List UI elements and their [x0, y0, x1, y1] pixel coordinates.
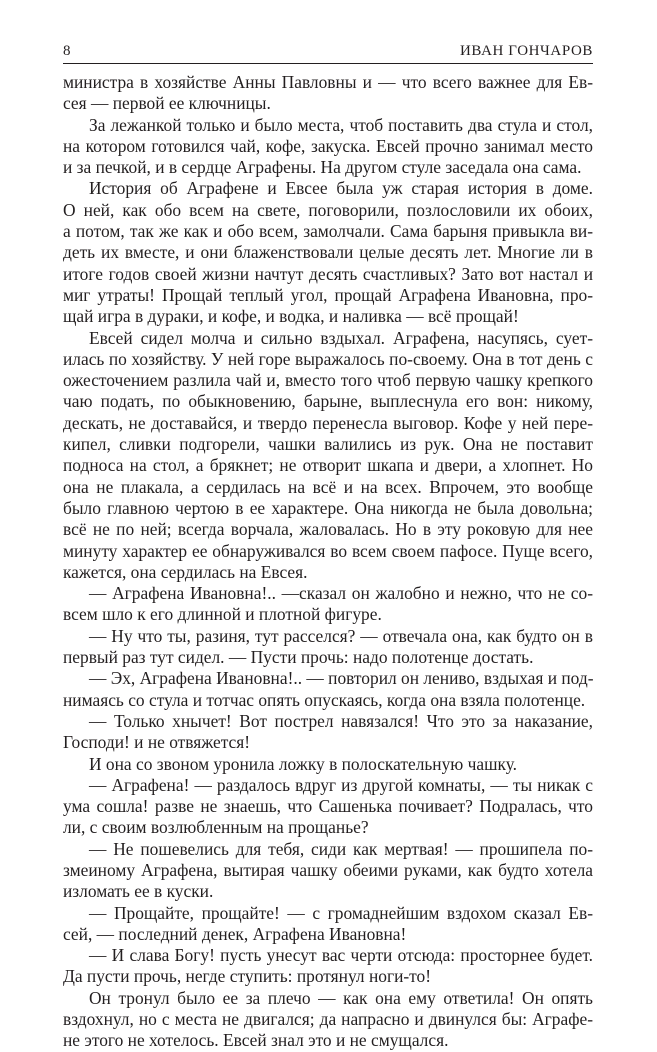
text-line: — Эх, Аграфена Ивановна!.. — повторил он лениво, вздыхая и под- [89, 668, 594, 689]
text-line: О ней, как обо всем на свете, поговорили, позлословили их обоих, [63, 199, 593, 220]
text-line: всё не по ней; всегда ворчала, жаловалась. Но в эту роковую для нее [63, 519, 593, 540]
text-line: — Аграфена! — раздалось вдруг из другой комнаты, — ты никак с [89, 774, 593, 795]
text-line: не этого не хотелось. Евсей знал это и не смущался. [63, 1030, 449, 1051]
running-head [63, 41, 593, 61]
text-line: сея — первой ее ключницы. [63, 93, 271, 114]
text-line: миг утраты! Прощай теплый угол, прощай Аграфена Ивановна, про- [63, 284, 593, 305]
text-line: вздохнул, но с места не двигался; да напрасно и двинулся бы: Аграфе- [63, 1009, 593, 1030]
text-line: Он тронул было ее за плечо — как она ему ответила! Он опять [89, 987, 593, 1008]
text-line: — Только хнычет! Вот пострел навязался! Что это за наказание, [89, 710, 593, 731]
text-line: и за печкой, и в сердце Аграфены. На другом стуле заседала она сама. [63, 157, 582, 178]
text-line: — И слава Богу! пусть унесут вас черти отсюда: просторнее будет. [89, 945, 593, 966]
text-line: чаю подать, по обыкновению, барыне, выплеснула его вон: никому, [63, 391, 593, 412]
text-line: Господи! и не отвяжется! [63, 732, 251, 753]
text-line: она не плакала, а сердилась на всё и на всех. Впрочем, это вообще [63, 476, 593, 497]
text-line: илась по хозяйству. У ней горе выражалось по-своему. Она в тот день с [63, 348, 593, 369]
text-line: кажется, она сердилась на Евсея. [63, 561, 308, 582]
text-line: минуту характер ее обнаруживался во всем своем пафосе. Пуще всего, [63, 540, 593, 561]
text-line: изломать ее в куски. [63, 881, 214, 902]
text-line: на котором готовился чай, кофе, закуска. Евсей прочно занимал место [63, 135, 593, 156]
text-line: деть их вместе, и они блаженствовали целые десять лет. Многие ли в [63, 242, 593, 263]
text-line: — Аграфена Ивановна!.. —сказал он жалобно и нежно, что не со- [89, 583, 593, 604]
running-title: ИВАН ГОНЧАРОВ [459, 43, 593, 59]
text-line: а потом, так же как и обо всем, замолчали. Сама барыня привыкла ви- [63, 221, 593, 242]
text-line: змеиному Аграфена, вытирая чашку обеими руками, как будто хотела [63, 859, 593, 880]
text-line: ли, с своим возлюбленным на прощанье? [63, 817, 369, 838]
text-line: министра в хозяйстве Анны Павловны и — что всего важнее для Ев- [63, 72, 593, 92]
text-line: И она со звоном уронила ложку в полоскательную чашку. [89, 753, 518, 774]
text-line: дескать, не доставайся, и твердо перенесла выговор. Кофе у ней пере- [63, 412, 593, 433]
page-number: 8 [63, 43, 71, 59]
text-line: всем шло к его длинной и плотной фигуре. [63, 604, 382, 625]
text-line: ума сошла! разве не знаешь, что Сашенька почивает? Подралась, что [63, 796, 593, 817]
header-rule [63, 63, 593, 64]
text-line: Да пусти прочь, негде ступить: протянул ноги-то! [63, 966, 432, 987]
text-line: кипел, сливки подгорели, чашки валились из рук. Она не поставит [63, 434, 593, 455]
text-line: было главною чертою в ее характере. Она никогда не была довольна; [63, 497, 593, 518]
text-line: первый раз тут сидел. — Пусти прочь: надо полотенце достать. [63, 647, 534, 668]
text-line: ожесточением разлила чай и, вместо того чтоб первую чашку крепкого [63, 370, 593, 391]
text-line: подноса на стол, а брякнет; не отворит шкапа и двери, а хлопнет. Но [63, 455, 593, 476]
text-line: — Не пошевелись для тебя, сиди как мертвая! — прошипела по- [89, 838, 593, 859]
body-text [63, 72, 593, 1052]
text-line: нимаясь со стула и тотчас опять опускаясь, когда она взяла полотенце. [63, 689, 586, 710]
text-line: — Прощайте, прощайте! — с громаднейшим вздохом сказал Ев- [89, 902, 593, 923]
text-line: — Ну что ты, разиня, тут расселся? — отвечала она, как будто он в [89, 625, 593, 646]
text-line: щай игра в дураки, и кофе, и водка, и наливка — всё прощай! [63, 306, 519, 327]
text-line: За лежанкой только и было места, чтоб поставить два стула и стол, [89, 114, 593, 135]
text-line: сей, — последний денек, Аграфена Ивановна! [63, 923, 407, 944]
text-line: итоге годов своей жизни начтут десять счастливых? Зато вот настал и [63, 263, 593, 284]
text-line: Евсей сидел молча и сильно вздыхал. Аграфена, насупясь, сует- [89, 327, 593, 348]
text-line: История об Аграфене и Евсее была уж старая история в доме. [89, 178, 593, 199]
